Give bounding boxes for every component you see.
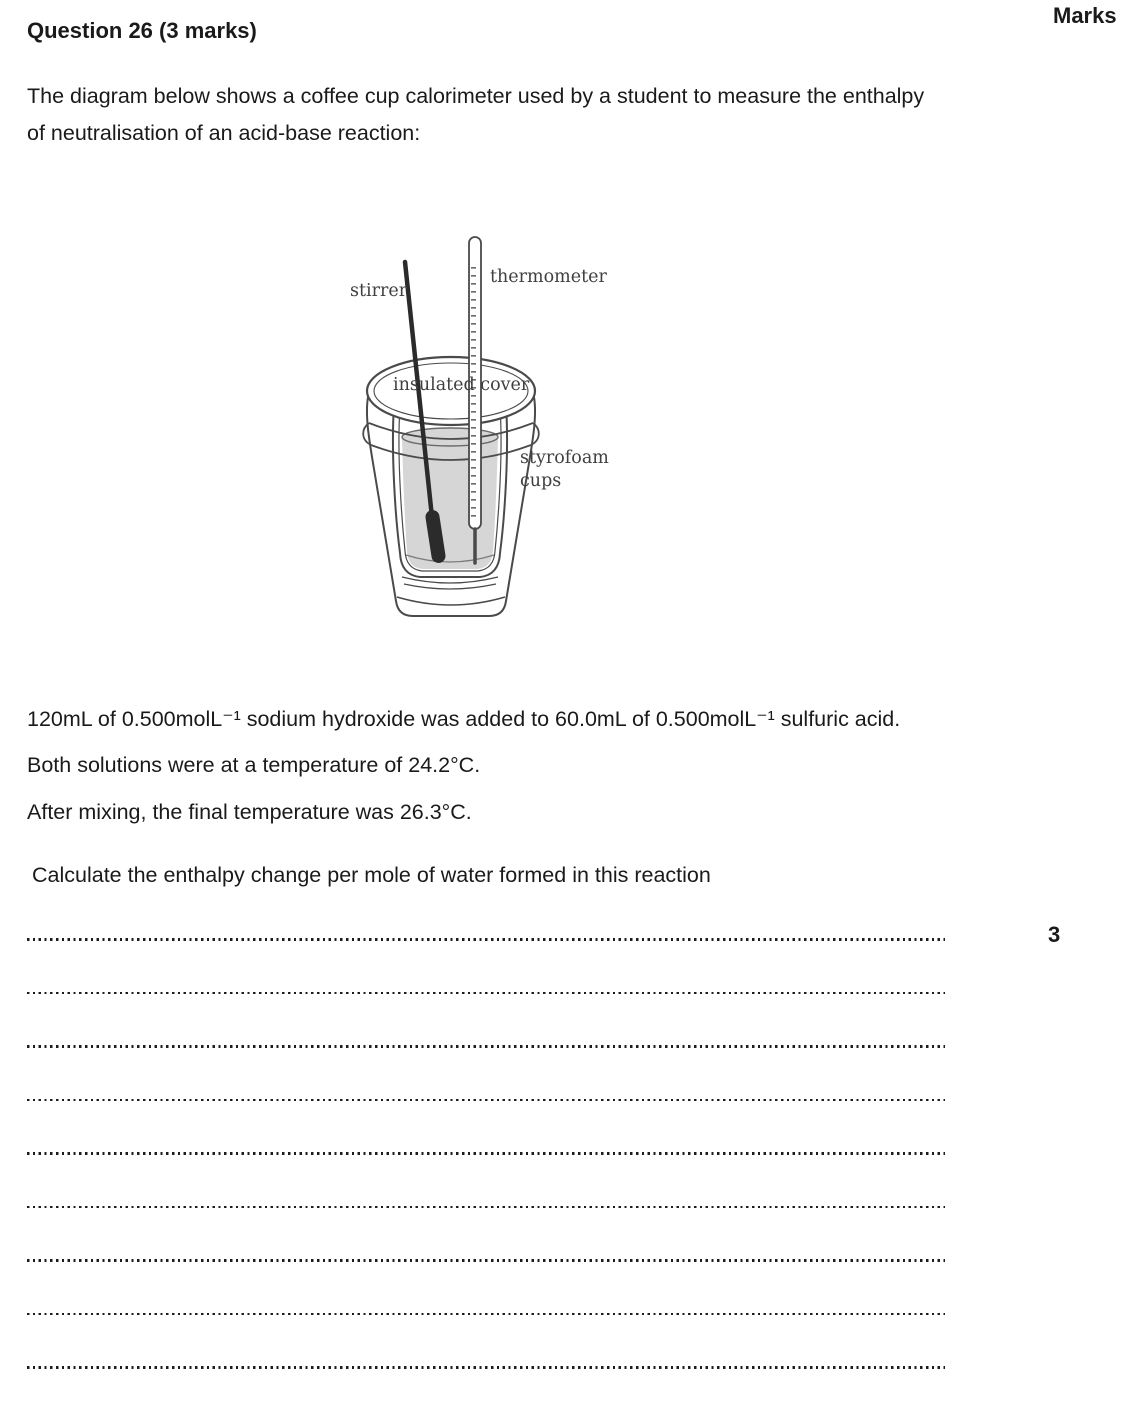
thermometer-label: thermometer <box>490 267 607 287</box>
stirrer-paddle <box>433 517 439 556</box>
statement-volumes: 120mL of 0.500molL⁻¹ sodium hydroxide was added to 60.0mL of 0.500molL⁻¹ sulfuric acid. <box>27 707 901 731</box>
answer-dotted-line <box>27 1045 945 1048</box>
answer-dotted-line <box>27 992 945 995</box>
answer-dotted-line <box>27 1152 945 1155</box>
answer-dotted-line <box>27 1259 945 1262</box>
question-task: Calculate the enthalpy change per mole of water formed in this reaction <box>32 863 711 887</box>
marks-value: 3 <box>1048 922 1061 947</box>
statement-initial-temperature: Both solutions were at a temperature of 24.2°C. <box>27 753 481 777</box>
insulated-cover-label: insulated cover <box>393 375 530 395</box>
calorimeter-diagram <box>340 225 620 630</box>
question-intro <box>27 78 1087 151</box>
intro-line-2: of neutralisation of an acid-base reaction: <box>27 120 421 145</box>
answer-dotted-line <box>27 1206 945 1209</box>
answer-dotted-line <box>27 1099 945 1102</box>
answer-dotted-line <box>27 1366 945 1369</box>
intro-line-1: The diagram below shows a coffee cup calorimeter used by a student to measure the enthalpy <box>27 84 925 108</box>
styrofoam-cups-label-line2: cups <box>520 471 562 491</box>
statement-final-temperature: After mixing, the final temperature was 26.3°C. <box>27 800 472 824</box>
thermometer <box>469 237 481 563</box>
stirrer-label: stirrer <box>350 281 408 301</box>
answer-dotted-line <box>27 1313 945 1316</box>
question-title: Question 26 (3 marks) <box>27 18 257 43</box>
answer-dotted-line <box>27 938 945 941</box>
marks-column-header: Marks <box>1053 3 1117 28</box>
calorimeter-figure <box>340 225 620 630</box>
styrofoam-cups-label-line1: styrofoam <box>520 448 609 468</box>
answer-lines <box>27 938 945 1369</box>
